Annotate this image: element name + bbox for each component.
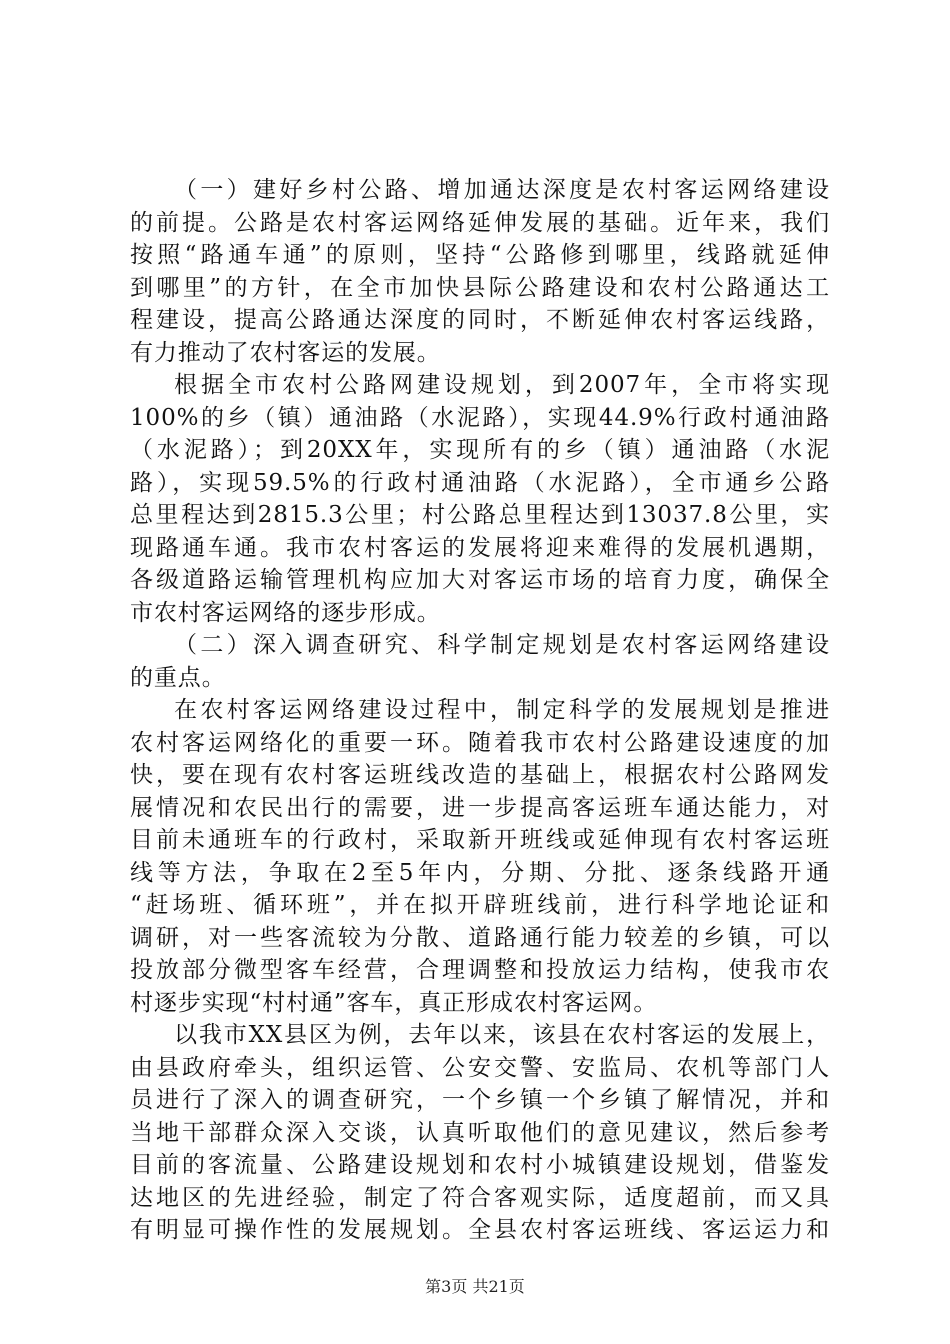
text-line: 由县政府牵头，组织运管、公安交警、安监局、农机等部门人 [130, 1054, 830, 1081]
text-line: 有明显可操作性的发展规划。全县农村客运班线、客运运力和 [130, 1217, 830, 1243]
text-line: “赶场班、循环班”，并在拟开辟班线前，进行科学地论证和 [130, 892, 830, 918]
text-line: 到哪里”的方针，在全市加快县际公路建设和农村公路通达工 [130, 274, 830, 301]
text-line: （水泥路）；到20XX年，实现所有的乡（镇）通油路（水泥 [130, 437, 830, 463]
text-line: 当地干部群众深入交谈，认真听取他们的意见建议，然后参考 [130, 1119, 830, 1146]
text-line: 程建设，提高公路通达深度的同时，不断延伸农村客运线路， [130, 307, 830, 333]
text-line: （一）建好乡村公路、增加通达深度是农村客运网络建设 [174, 177, 830, 203]
text-line: 投放部分微型客车经营，合理调整和投放运力结构，使我市农 [130, 957, 830, 983]
paragraph-1 [130, 174, 830, 369]
text-line: 调研，对一些客流较为分散、道路通行能力较差的乡镇，可以 [130, 924, 830, 951]
text-line: 员进行了深入的调查研究，一个乡镇一个乡镇了解情况，并和 [130, 1087, 830, 1113]
text-line: 线等方法，争取在2至5年内，分期、分批、逐条线路开通 [130, 859, 830, 886]
text-line: 的前提。公路是农村客运网络延伸发展的基础。近年来，我们 [130, 209, 830, 236]
text-line: 按照“路通车通”的原则，坚持“公路修到哪里，线路就延伸 [130, 242, 830, 268]
document-body [130, 174, 830, 1247]
paragraph-5 [130, 1019, 830, 1247]
text-line: 市农村客运网络的逐步形成。 [130, 599, 441, 626]
text-line: 各级道路运输管理机构应加大对客运市场的培育力度，确保全 [130, 567, 830, 593]
paragraph-3 [130, 629, 830, 694]
text-line: 目前的客流量、公路建设规划和农村小城镇建设规划，借鉴发 [130, 1152, 830, 1178]
paragraph-4 [130, 694, 830, 1019]
paragraph-2 [130, 369, 830, 629]
text-line: 快，要在现有农村客运班线改造的基础上，根据农村公路网发 [130, 762, 830, 788]
text-line: 的重点。 [130, 664, 226, 691]
text-line: 目前未通班车的行政村，采取新开班线或延伸现有农村客运班 [130, 827, 830, 853]
text-line: 以我市XX县区为例，去年以来，该县在农村客运的发展上， [174, 1022, 830, 1048]
text-line: 总里程达到2815.3公里；村公路总里程达到13037.8公里，实 [130, 502, 830, 528]
text-line: （二）深入调查研究、科学制定规划是农村客运网络建设 [174, 632, 830, 658]
text-line: 现路通车通。我市农村客运的发展将迎来难得的发展机遇期， [130, 534, 830, 561]
text-line: 达地区的先进经验，制定了符合客观实际，适度超前，而又具 [130, 1184, 830, 1211]
text-line: 村逐步实现“村村通”客车，真正形成农村客运网。 [130, 989, 658, 1016]
text-line: 农村客运网络化的重要一环。随着我市农村公路建设速度的加 [130, 729, 830, 756]
text-line: 根据全市农村公路网建设规划，到2007年，全市将实现 [174, 372, 830, 398]
text-line: 有力推动了农村客运的发展。 [130, 339, 441, 366]
text-line: 展情况和农民出行的需要，进一步提高客运班车通达能力，对 [130, 794, 830, 821]
text-line: 在农村客运网络建设过程中，制定科学的发展规划是推进 [174, 697, 830, 723]
page-number-footer: 第3页 共21页 [425, 1277, 525, 1296]
text-line: 路），实现59.5%的行政村通油路（水泥路），全市通乡公路 [130, 469, 830, 496]
text-line: 100%的乡（镇）通油路（水泥路），实现44.9%行政村通油路 [130, 404, 830, 431]
